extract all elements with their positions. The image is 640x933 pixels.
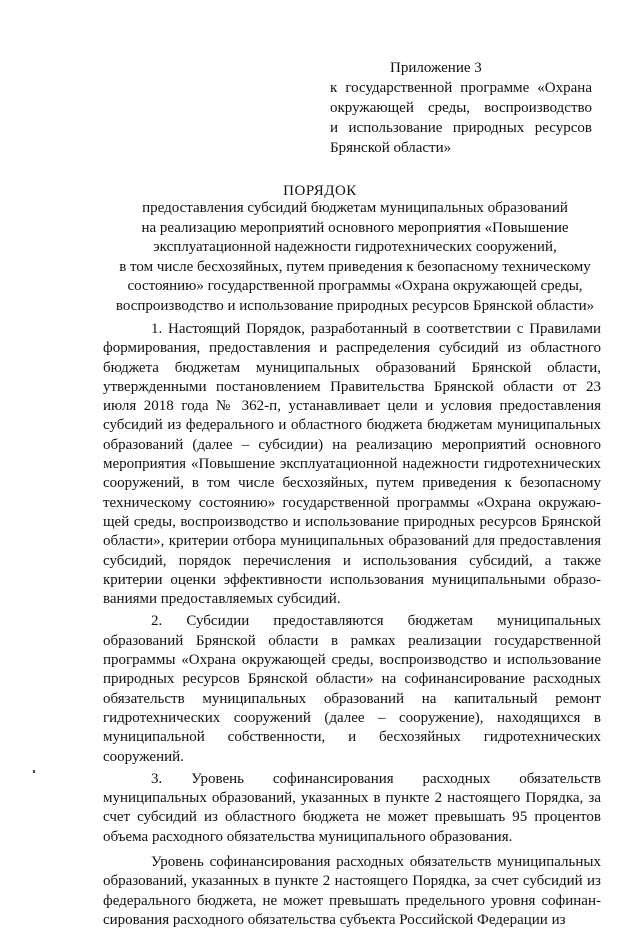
document-body [103,320,601,933]
appendix-line: к государственной программе «Охрана [330,80,592,96]
appendix-header [330,58,592,158]
subtitle-line: предоставления субсидий бюджетам муниципальных образований [142,200,568,216]
paragraph-4: Уровень софинансирования расходных обязательств муниципальных образований, указанных в пункте 2 настоящего Порядка, за счет субсидий из федерального бюджета, не может превышать предельного уровня софинансирования расходного обязательства субъекта Российской Федерации из [103,854,601,928]
paragraph-2: 2. Субсидии предоставляются бюджетам муниципальных образований Брянской области в рамках реализации государственной программы «Охрана окружающей среды, воспроизводство и использование природных ресурсов Брянской области» на софинансирование расходных обязательств муниципальных образований на капитальный ремонт гидротехнических сооружений (далее – сооружение), находящихся в муниципальной собственности, и бесхозяйных гидротехнических сооружений. [103,613,601,765]
subtitle-line: воспроизводство и использование природных ресурсов Брянской области» [115,297,595,314]
subtitle-line: на реализацию мероприятий основного мероприятия «Повышение [141,219,569,236]
appendix-line: и использование природных ресурсов [330,120,592,136]
document-subtitle [110,199,600,317]
paragraph-1: 1. Настоящий Порядок, разработанный в соответствии с Правилами формирования, предоставления и распределения субсидий из областного бюджета бюджетам муниципальных образований Брянской области, утвержденными постановлением Правительства Брянской области от 23 июля 2018 года № 362-п, устанавливает цели и условия предоставления субсидий из федерального и областного бюджета бюджетам муниципальных образований (далее – субсидии) на реализацию мероприятий основного мероприятия «Повышение эксплуатационной надежности гидротехнических сооружений, в том числе бесхозяйных, путем приведения к безопасному техническому состоянию» государственной программы «Охрана окружающей среды, воспроизводство и использование природных ресурсов Брянской области», критерии отбора муниципальных образований для предоставления субсидий, порядок перечисления и использования субсидий, а также критерии оценки эффективности использования муниципальными образованиями предоставляемых субсидий. [103,321,601,608]
appendix-line: Брянской области» [330,140,452,156]
subtitle-line: в том числе бесхозяйных, путем приведения к безопасному техническому [119,258,591,275]
scan-speck [33,770,35,773]
subtitle-line: состоянию» государственной программы «Охрана окружающей среды, [127,278,583,295]
subtitle-line: эксплуатационной надежности гидротехнических сооружений, [153,239,557,256]
document-title: ПОРЯДОК [283,183,357,199]
appendix-number: Приложение 3 [390,60,482,76]
paragraph-3: 3. Уровень софинансирования расходных обязательств муниципальных образований, указанных в пункте 2 настоящего Порядка, за счет субсидий из областного бюджета не может превышать 95 процентов объема расходного обязательства муниципального образования. [103,770,601,845]
appendix-line: окружающей среды, воспроизводство [330,100,592,116]
